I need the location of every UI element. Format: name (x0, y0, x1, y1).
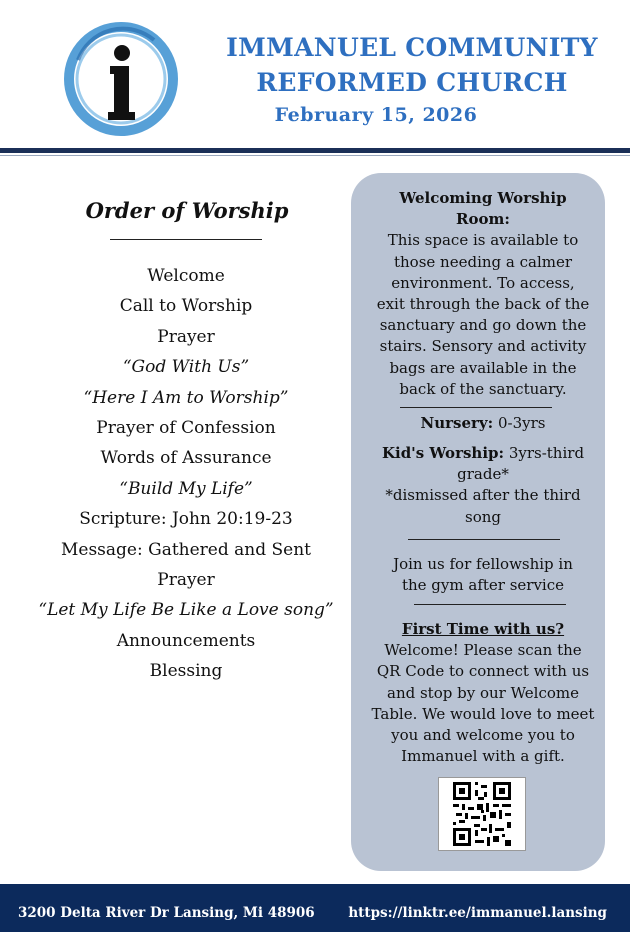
first-time-line: Immanuel with a gift. (401, 747, 565, 766)
welcoming-room-line: bags are available in the (389, 358, 577, 377)
worship-item: Prayer (157, 326, 215, 347)
order-of-worship-divider (110, 239, 262, 240)
fellowship-line-2: the gym after service (401, 576, 565, 595)
footer-link[interactable]: https://linktr.ee/immanuel.lansing (348, 905, 607, 921)
worship-item: Words of Assurance (100, 448, 272, 469)
church-name (222, 30, 602, 100)
nursery-value: 0-3yrs (497, 414, 546, 432)
sidebar-divider (414, 604, 566, 605)
welcoming-room-line: stairs. Sensory and activity (379, 337, 587, 356)
first-time-line: and stop by our Welcome (387, 683, 579, 702)
order-of-worship-list (18, 261, 354, 686)
welcoming-room-line: environment. To access, (391, 273, 575, 292)
kids-worship-value: 3yrs-third (508, 444, 585, 462)
worship-item: Scripture: John 20:19-23 (79, 509, 293, 530)
welcoming-room-title-2: Room: (456, 210, 510, 229)
order-of-worship-title: Order of Worship (85, 198, 289, 223)
header-divider (0, 148, 630, 153)
footer-address: 3200 Delta River Dr Lansing, Mi 48906 (18, 905, 315, 921)
first-time-title: First Time with us? (401, 620, 565, 638)
worship-item: Call to Worship (119, 296, 253, 317)
welcoming-room-line: exit through the back of the (376, 295, 590, 314)
kids-worship-note: *dismissed after the third (385, 486, 581, 505)
welcoming-room-section (367, 188, 599, 400)
worship-item: Blessing (149, 661, 223, 682)
worship-item: Prayer (157, 569, 215, 590)
kids-worship-label: Kid's Worship: (381, 444, 505, 462)
welcoming-room-line: those needing a calmer (393, 252, 573, 271)
nursery-info (367, 413, 599, 434)
first-time-line: you and welcome you to (391, 726, 575, 745)
worship-item: Announcements (116, 630, 256, 651)
service-date: February 15, 2026 (274, 104, 478, 126)
welcoming-room-line: sanctuary and go down the (379, 316, 587, 335)
welcoming-room-line: back of the sanctuary. (399, 379, 567, 398)
nursery-label: Nursery: (420, 414, 494, 432)
worship-item: Welcome (147, 266, 225, 286)
kids-worship-note-2: song (465, 507, 501, 526)
fellowship-line-1: Join us for fellowship in (393, 555, 573, 573)
church-name-line-2: REFORMED CHURCH (256, 68, 568, 97)
worship-item: Prayer of Confession (96, 417, 276, 438)
fellowship-info (367, 554, 599, 596)
first-time-section (367, 619, 599, 767)
welcoming-room-title-1: Welcoming Worship (399, 189, 567, 207)
qr-code-icon[interactable] (438, 777, 526, 851)
kids-worship-info (367, 443, 599, 528)
worship-item: Message: Gathered and Sent (60, 539, 311, 560)
first-time-line: Table. We would love to meet (371, 704, 595, 723)
worship-song-item: “Let My Life Be Like a Love song” (38, 600, 334, 621)
welcoming-room-line: This space is available to (387, 231, 579, 250)
worship-song-item: “Build My Life” (119, 478, 253, 499)
worship-song-item: “God With Us” (122, 357, 250, 378)
kids-worship-value-2: grade* (457, 465, 509, 484)
first-time-line: QR Code to connect with us (376, 662, 590, 681)
header-divider-thin (0, 155, 630, 156)
church-logo-info-icon (62, 20, 180, 138)
church-name-line-1: IMMANUEL COMMUNITY (226, 33, 598, 62)
first-time-line: Welcome! Please scan the (384, 641, 582, 660)
sidebar-divider (400, 407, 552, 408)
worship-song-item: “Here I Am to Worship” (83, 387, 289, 408)
sidebar-divider (408, 539, 560, 540)
